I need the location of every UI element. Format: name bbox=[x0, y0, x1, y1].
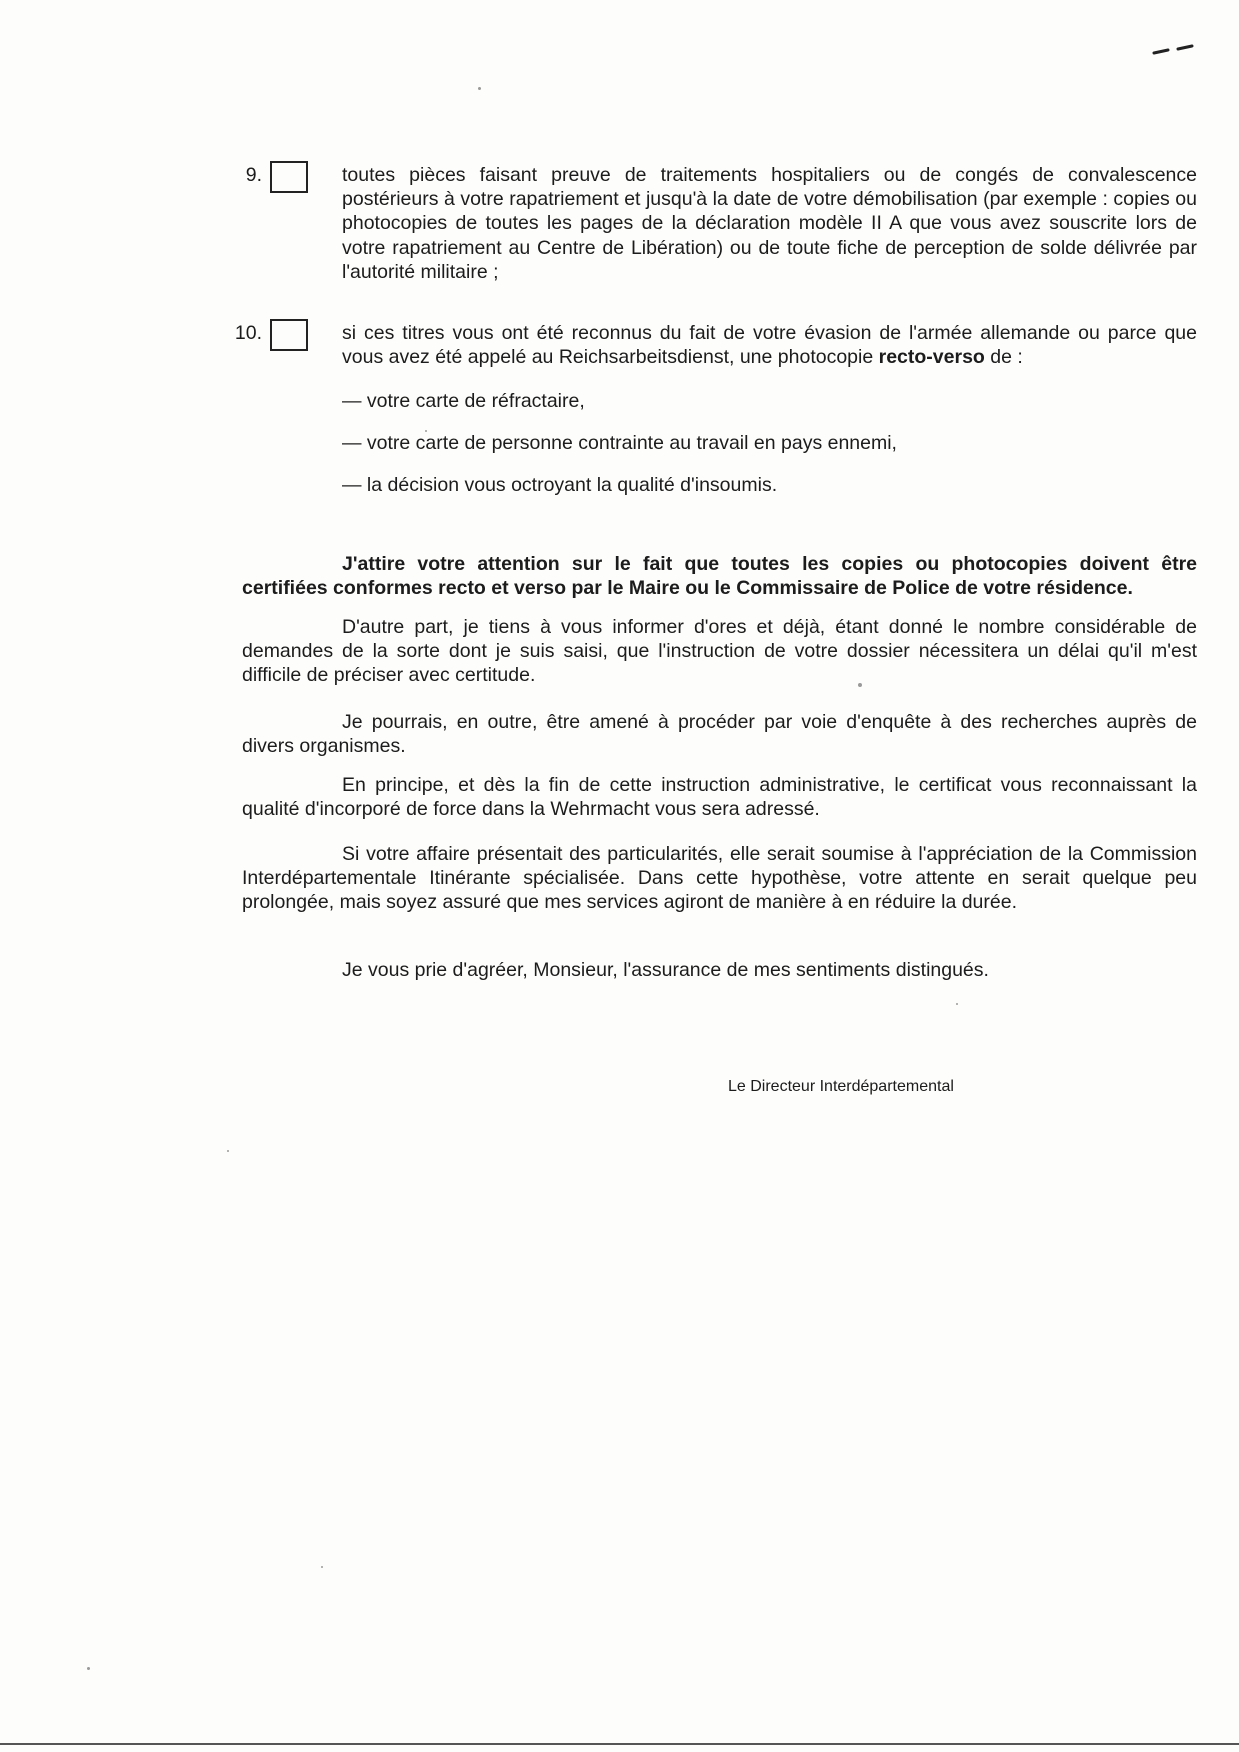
paper-speck bbox=[227, 1150, 229, 1152]
page-bottom-edge bbox=[0, 1743, 1239, 1745]
signature-title: Le Directeur Interdépartemental bbox=[728, 1078, 954, 1095]
corner-ink-mark bbox=[1152, 44, 1196, 56]
paragraph-inquiry: Je pourrais, en outre, être amené à procéder par voie d'enquête à des recherches auprès de divers organismes. bbox=[242, 711, 1197, 758]
paper-speck bbox=[478, 87, 481, 90]
item-9-text: toutes pièces faisant preuve de traitements hospitaliers ou de congés de convalescence postérieurs à votre rapatriement et jusqu'à la date de votre démobilisation (par exemple : copies ou photocopies de toutes les pages de la déclaration modèle II A que vous avez souscrite lors de votre rapatriement au Centre de Libération) ou de toute fiche de perception de solde délivrée par l'autorité militaire ; bbox=[342, 164, 1197, 283]
paper-speck bbox=[87, 1667, 90, 1670]
dash-item-refractory-card: — votre carte de réfractaire, bbox=[342, 390, 585, 412]
item-9-checkbox[interactable] bbox=[270, 161, 308, 193]
dash-item-insoumis-decision: — la décision vous octroyant la qualité d'insoumis. bbox=[342, 474, 778, 496]
paragraph-certificate: En principe, et dès la fin de cette instruction administrative, le certificat vous reconnaissant la qualité d'incorporé de force dans la Wehrmacht vous sera adressé. bbox=[242, 774, 1197, 821]
paragraph-delay: D'autre part, je tiens à vous informer d'ores et déjà, étant donné le nombre considérable de demandes de la sorte dont je suis saisi, que l'instruction de votre dossier nécessitera un délai qu'il m'est difficile de préciser avec certitude. bbox=[242, 616, 1197, 687]
paper-speck bbox=[956, 1003, 958, 1005]
paper-speck bbox=[425, 430, 427, 432]
item-number: 10. bbox=[234, 322, 262, 344]
paragraph-commission: Si votre affaire présentait des particularités, elle serait soumise à l'appréciation de la Commission Interdépartementale Itinérante spécialisée. Dans cette hypothèse, votre attente en serait quelque peu prolongée, mais soyez assuré que mes services agiront de manière à en réduire la durée. bbox=[242, 843, 1197, 914]
item-10-text bbox=[342, 321, 1197, 369]
paragraph-attention: J'attire votre attention sur le fait que toutes les copies ou photocopies doivent être certifiées conformes recto et verso par le Maire ou le Commissaire de Police de votre résidence. bbox=[242, 553, 1197, 600]
paper-speck bbox=[858, 683, 862, 687]
item-10-text-after: de : bbox=[984, 346, 1023, 369]
item-10-text-bold: recto-verso bbox=[878, 346, 985, 369]
paragraph-closing: Je vous prie d'agréer, Monsieur, l'assurance de mes sentiments distingués. bbox=[342, 959, 989, 981]
item-10-checkbox[interactable] bbox=[270, 319, 308, 351]
paper-speck bbox=[321, 1566, 323, 1568]
item-number: 9. bbox=[245, 164, 262, 186]
item-10-text-before: si ces titres vous ont été reconnus du fait de votre évasion de l'armée allemande ou parce que vous avez été appelé au Reichsarbeitsdienst, une photocopie bbox=[342, 322, 1197, 369]
dash-item-forced-labour-card: — votre carte de personne contrainte au travail en pays ennemi, bbox=[342, 432, 897, 454]
